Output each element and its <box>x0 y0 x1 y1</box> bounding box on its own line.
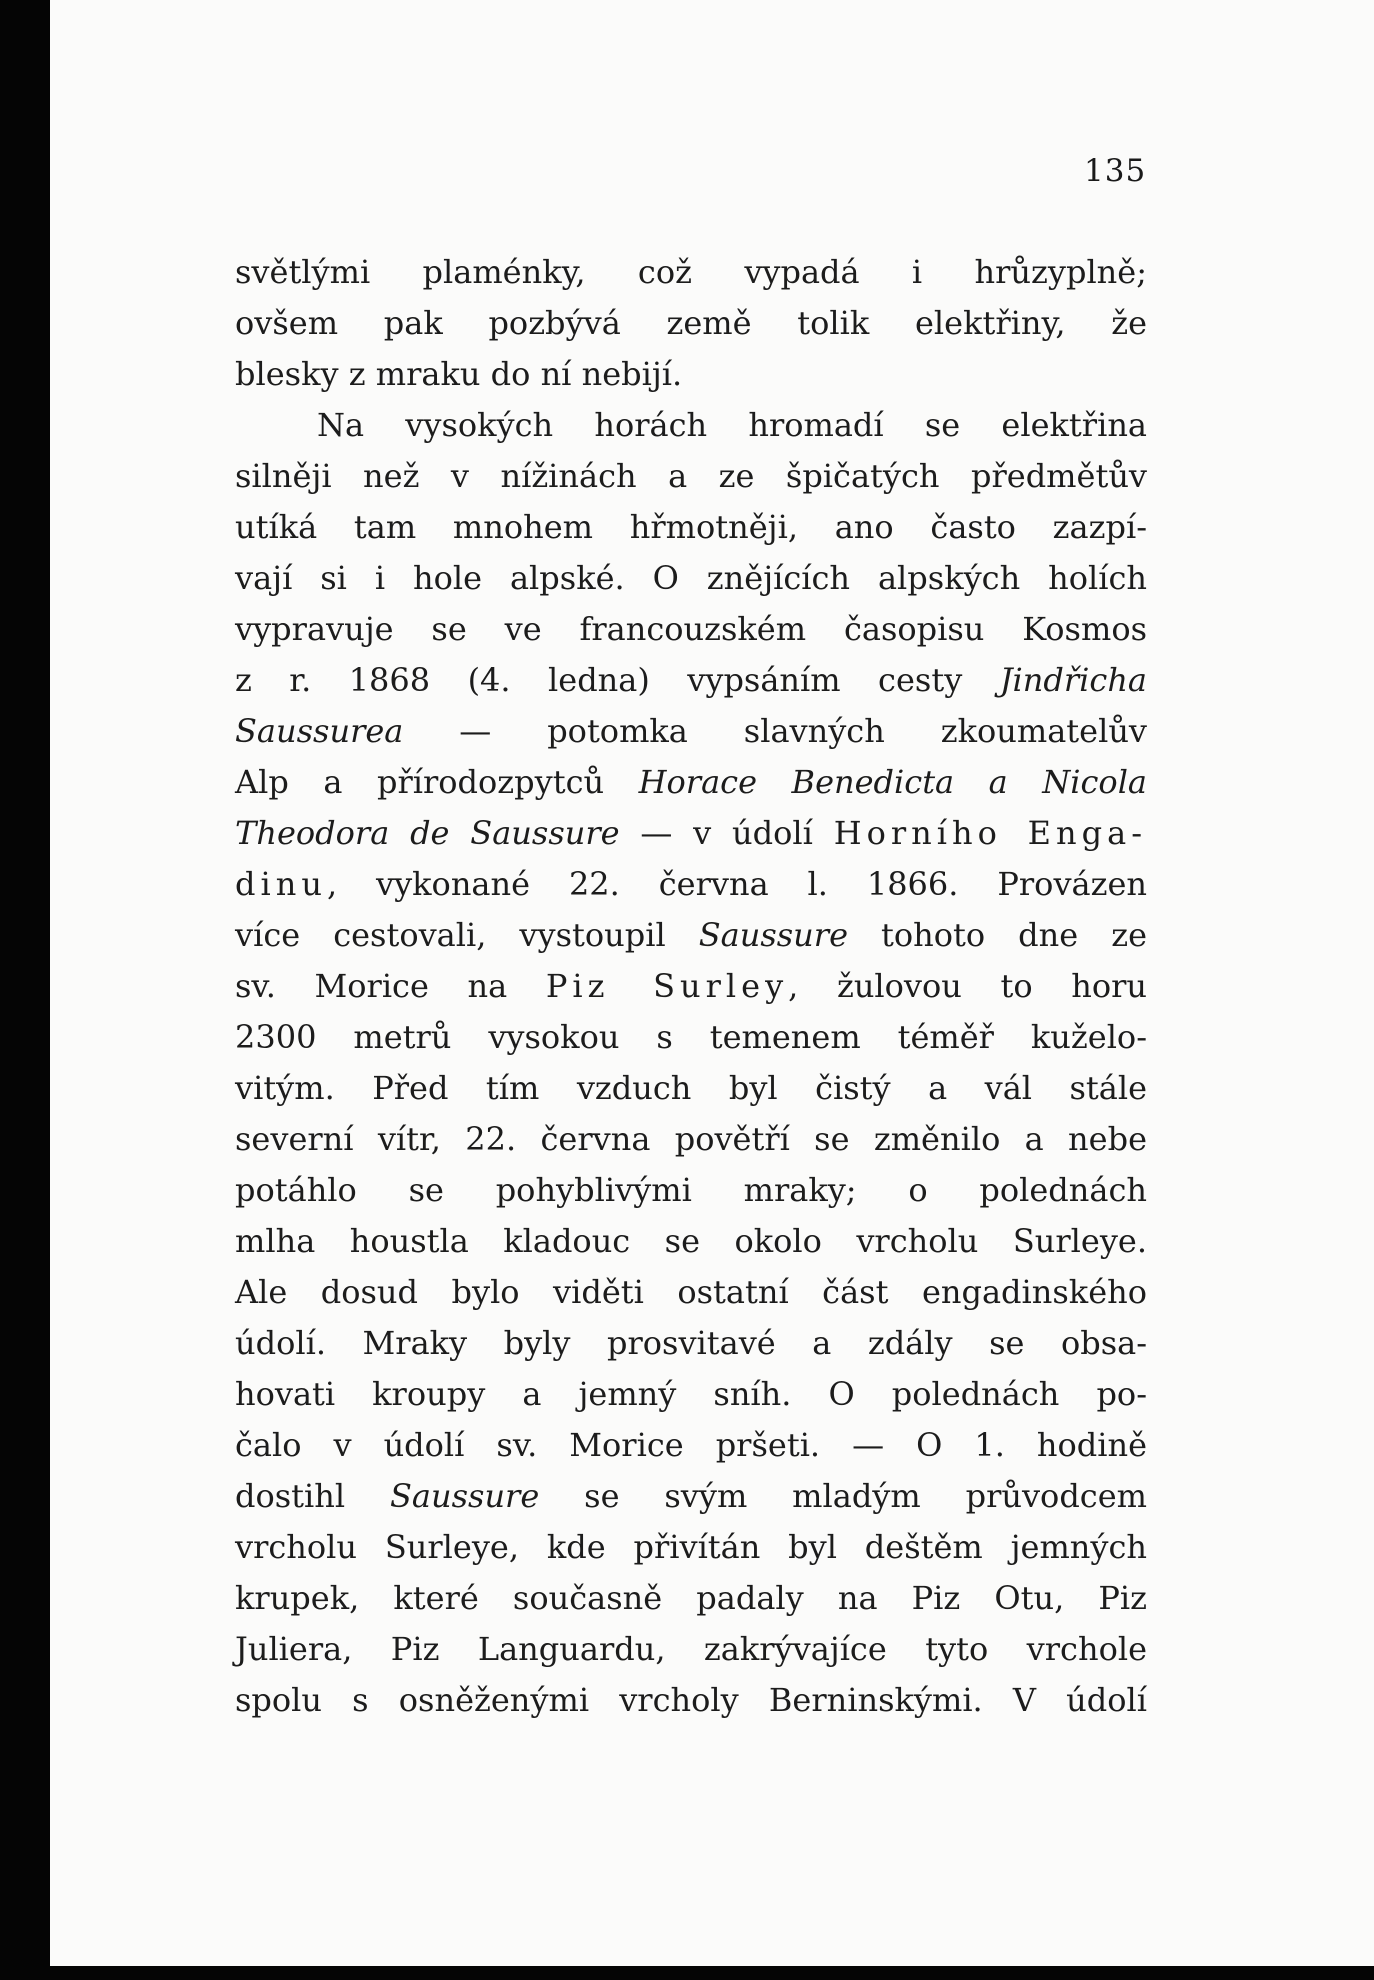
spaced-place-name: Piz Surley <box>545 967 789 1005</box>
text-line: světlými plaménky, což vypadá i hrůzyplně; <box>235 253 1147 291</box>
text-line: vypravuje se ve francouzském časopisu Kosmos <box>235 610 1147 648</box>
page-number: 135 <box>1084 153 1147 189</box>
text-line: Theodora de Saussure — v údolí Horního Enga- <box>235 814 1148 852</box>
text-line: silněji než v nížinách a ze špičatých předmětův <box>235 457 1147 495</box>
text-line: údolí. Mraky byly prosvitavé a zdály se obsa- <box>235 1324 1147 1362</box>
text-line: severní vítr, 22. června povětří se změnilo a nebe <box>235 1120 1147 1158</box>
text-line: více cestovali, vystoupil Saussure tohoto dne ze <box>235 916 1148 954</box>
text-line: ovšem pak pozbývá země tolik elektřiny, že <box>235 304 1147 342</box>
italic-name: Jindřicha <box>999 661 1147 699</box>
text-line: hovati kroupy a jemný sníh. O polednách po- <box>235 1375 1147 1413</box>
text-line: vrcholu Surleye, kde přivítán byl deštěm jemných <box>235 1528 1147 1566</box>
text-line: utíká tam mnohem hřmotněji, ano často zazpí- <box>235 508 1147 546</box>
text-line: 2300 metrů vysokou s temenem téměř kuželo- <box>235 1018 1147 1056</box>
italic-name: Saussurea <box>235 712 404 750</box>
spaced-place-name: Horního Enga- <box>833 814 1148 852</box>
italic-name: Saussure <box>698 916 848 954</box>
text-line: mlha houstla kladouc se okolo vrcholu Surleye. <box>235 1222 1147 1260</box>
text-line: Saussurea — potomka slavných zkoumatelův <box>235 712 1147 750</box>
text-line: z r. 1868 (4. ledna) vypsáním cesty Jindřicha <box>235 661 1147 699</box>
text-line: spolu s osněženými vrcholy Berninskými. V údolí <box>235 1681 1147 1719</box>
text-line: blesky z mraku do ní nebijí. <box>235 355 683 393</box>
text-line: dostihl Saussure se svým mladým průvodcem <box>235 1477 1148 1515</box>
text-line: vitým. Před tím vzduch byl čistý a vál stále <box>235 1069 1147 1107</box>
text-line: potáhlo se pohyblivými mraky; o polednách <box>235 1171 1147 1209</box>
text-line: Ale dosud bylo viděti ostatní část engadinského <box>235 1273 1147 1311</box>
text-line: krupek, které současně padaly na Piz Otu, Piz <box>235 1579 1147 1617</box>
text-line: Alp a přírodozpytců Horace Benedicta a Nicola <box>235 763 1148 801</box>
body-text <box>235 247 1147 1726</box>
paragraph-first-line: Na vysokých horách hromadí se elektřina <box>317 406 1147 444</box>
text-line: vají si i hole alpské. O znějících alpských holích <box>235 559 1147 597</box>
italic-name: Horace Benedicta a Nicola <box>638 763 1148 801</box>
text-line: dinu, vykonané 22. června l. 1866. Provázen <box>235 865 1147 903</box>
italic-name: Saussure <box>389 1477 540 1515</box>
spaced-place-name: dinu <box>235 865 327 903</box>
text-line: sv. Morice na Piz Surley, žulovou to horu <box>235 967 1148 1005</box>
book-page <box>50 0 1374 1966</box>
text-line: Juliera, Piz Languardu, zakrývajíce tyto vrchole <box>235 1630 1147 1668</box>
text-line: čalo v údolí sv. Morice pršeti. — O 1. hodině <box>235 1426 1147 1464</box>
italic-name: Theodora de Saussure <box>235 814 620 852</box>
